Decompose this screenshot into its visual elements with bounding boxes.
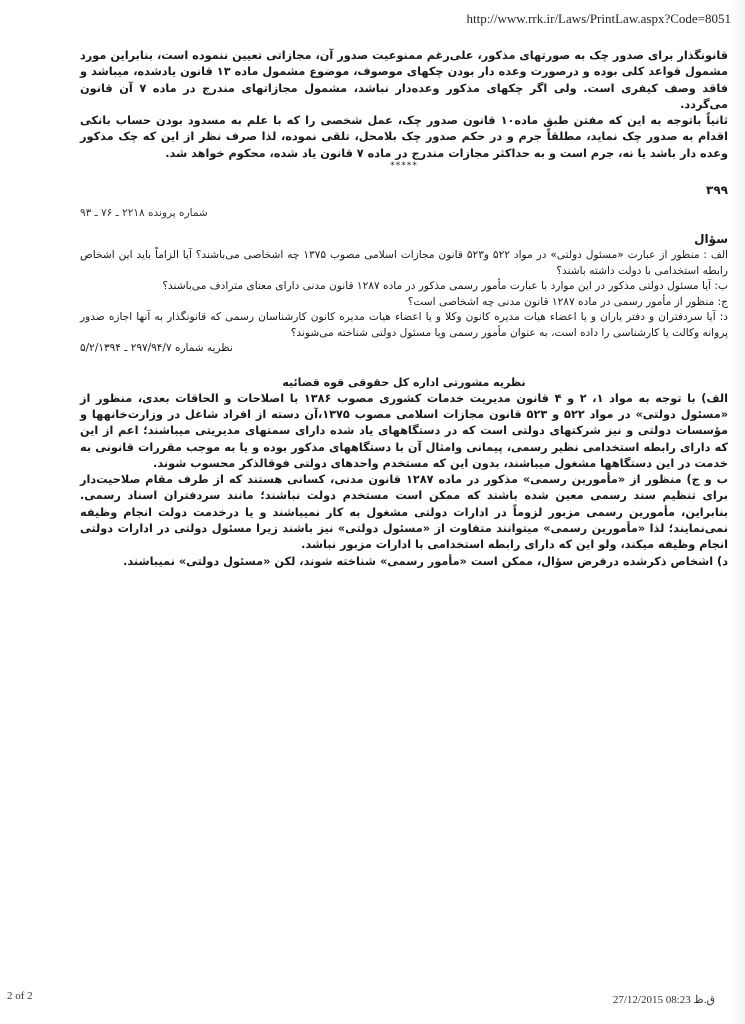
item-number: ۳۹۹ — [706, 183, 728, 198]
page-indicator: 2 of 2 — [7, 990, 33, 1002]
scan-edge — [731, 0, 745, 1024]
question-jim: ج: منظور از مأمور رسمی در ماده ۱۲۸۷ قانون مدنی چه اشخاصی است؟ — [407, 295, 728, 308]
separator: ***** — [390, 161, 418, 172]
question-be: ب: آیا مسئول دولتی مذکور در این موارد با عبارت مأمور رسمی مذکور در ماده ۱۲۸۷ قانون مدنی دارای معنای مترادف می‌باشند؟ — [162, 280, 728, 293]
print-timestamp: 27/12/2015 08:23 ق.ظ — [612, 994, 715, 1006]
document-body — [80, 48, 728, 570]
opinion-paragraph-be-jim: ب و ج) منظور از «مأمورین رسمی» مذکور در ماده ۱۲۸۷ قانون مدنی، کسانی هستند که از طرف مقام صلاحیت‌دار برای تنظیم سند رسمی معین شده باشند که ممکن است مستخدم دولت نباشند؛ مانند سردفتران اسناد رسمی. بنابراین، مأمورین رسمی مزبور لزوماً در ادارات دولتی مشغول به کار نمیباشند و یا درخدمت دولت انجام وظیفه نمی‌نمایند؛ لذا «مأمورین رسمی» میتوانند متفاوت از «مسئول دولتی» نیز باشند زیرا مسئول دولتی در ادارات دولتی انجام وظیفه میکند، ولو این که دارای رابطه استخدامی با ادارات مزبور نباشد. — [80, 473, 728, 552]
question-heading: سؤال — [694, 232, 728, 247]
intro-paragraph-2: ثانیاً باتوجه به این که مفتن طبق ماده۱۰ قانون صدور چک، عمل شخصی را که با علم به مسدود بودن حساب بانکی اقدام به صدور چک نماید، مطلقاً جرم و در حکم صدور چک بلامحل، تلقی نموده، لذا صرف نظر از این که چک مذکور وعده دار باشد یا نه، جرم است و به حداکثر مجازات مندرج در ماده ۷ قانون یاد شده، محکوم خواهد شد. — [80, 114, 729, 160]
question-alef: الف : منظور از عبارت «مسئول دولتی» در مواد ۵۲۲ و۵۲۳ قانون مجازات اسلامی مصوب ۱۳۷۵ چه اشخاصی می‌باشند؟ آیا الزاماً باید این اشخاص رابطه استخدامی با دولت داشته باشند؟ — [80, 249, 728, 277]
question-dal: د: آیا سردفتران و دفتر یاران و یا اعضاء هیات مدیره کانون وکلا و یا اعضاء هیات مدیره کانون کارشناسان رسمی که قانونگذار به آنها اجازه صدور پروانه وکالت یا کارشناسی را داده است، به عنوان مأمور رسمی ویا مسئول دولتی شناخته می‌شوند؟ — [80, 311, 728, 340]
opinion-paragraph-dal: د) اشخاص ذکرشده درفرض سؤال، ممکن است «مأمور رسمی» شناخته شوند، لکن «مسئول دولتی» نمیباشند. — [123, 554, 728, 568]
opinion-paragraph-alef: الف) با توجه به مواد ۱، ۲ و ۴ قانون مدیریت خدمات کشوری مصوب ۱۳۸۶ با اصلاحات و الحاقات بعدی، منظور از «مسئول دولتی» در مواد ۵۲۲ و ۵۲۳ قانون مجازات اسلامی مصوب ۱۳۷۵،آن دسته از افراد شاغل در وزارت‌خانهها و مؤسسات دولتی و نیز شرکتهای دولتی است که در دستگاههای یاد شده دارای سمتهای مدیریتی میباشند؛ اعم از این که دارای رابطه استخدامی نظیر رسمی، پیمانی و‌امثال آن با دستگاههای مذکور بوده و یا به موجب مقررات قانونی به خدمت در این دستگاهها مشغول میباشند، بدون این که مستخدم واحدهای دولتی فوقالذکر محسوب شوند. — [80, 391, 729, 470]
opinion-title: نظریه مشورتی اداره کل حقوقی قوه قضائیه — [282, 375, 526, 389]
opinion-number: نظریه شماره ۲۹۷/۹۴/۷ ـ ۵/۲/۱۳۹۴ — [80, 341, 233, 354]
intro-paragraph-1: قانونگذار برای صدور چک به صورتهای مذکور، علی‌رغم ممنوعیت صدور آن، مجازاتی تعیین ننموده است، بنابراین مورد مشمول قواعد کلی بوده و درصورت وعده دار بودن چکهای موصوف، موضوع مشمول ماده ۱۳ قانون یادشده، میباشد و فاقد وصف کیفری است. ولی اگر چکهای مذکور وعده‌دار نباشد، مشمول مجازاتهای مندرج در ماده ۷ آن قانون می‌گردد. — [80, 49, 728, 111]
page-url: http://www.rrk.ir/Laws/PrintLaw.aspx?Code=8051 — [466, 11, 731, 26]
file-number: شماره پرونده ۲۲۱۸ ـ ۷۶ ـ ۹۳ — [80, 207, 208, 220]
